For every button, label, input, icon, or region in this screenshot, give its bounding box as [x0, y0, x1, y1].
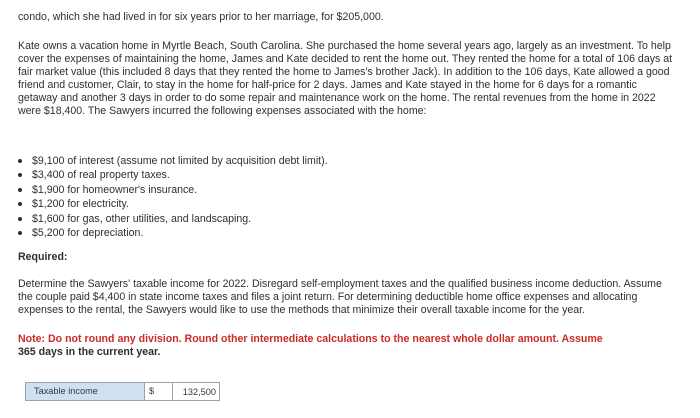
- expense-text: $3,400 of real property taxes.: [32, 169, 170, 182]
- expense-text: $1,900 for homeowner's insurance.: [32, 183, 198, 196]
- required-heading: Required:: [18, 251, 68, 263]
- bullet-icon: [18, 188, 22, 192]
- bullet-icon: [18, 173, 22, 177]
- intro-tail-text: condo, which she had lived in for six years prior to her marriage, for $205,000.: [18, 11, 384, 23]
- divider: [144, 383, 145, 400]
- vacation-home-paragraph: Kate owns a vacation home in Myrtle Beach, South Carolina. She purchased the home several years ago, largely as an investment. To help cover the expenses of maintaining the home, James and Kate decided to rent the home out. They rented the home for a total of 106 days at fair market value (this included 8 days that they rented the home to James's brother Jack). In addition to the 106 days, Kate allowed a good friend and customer, Clair, to stay in the home for half-price for 2 days. James and Kate stayed in the home for 6 days for a romantic getaway and another 3 days in order to do some repair and maintenance work on the home. The rental revenues from the home in 2022 were $18,400. The Sawyers incurred the following expenses associated with the home:: [18, 40, 673, 117]
- bullet-icon: [18, 202, 22, 206]
- expense-text: $9,100 of interest (assume not limited by acquisition debt limit).: [32, 155, 328, 167]
- bullet-icon: [18, 159, 22, 163]
- list-item: [18, 168, 328, 182]
- list-item: [18, 183, 328, 197]
- currency-symbol: $: [149, 386, 155, 396]
- bullet-icon: [18, 217, 22, 221]
- answer-row: [25, 382, 220, 401]
- expense-text: $5,200 for depreciation.: [32, 227, 144, 240]
- list-item: [18, 212, 328, 226]
- expense-list: [18, 154, 328, 240]
- list-item: [18, 154, 328, 168]
- taxable-income-input[interactable]: [172, 383, 219, 400]
- rounding-note: [18, 333, 674, 359]
- note-red-text: Note: Do not round any division. Round other intermediate calculations to the nearest whole dollar amount. Assume: [18, 333, 603, 345]
- instructions-paragraph: Determine the Sawyers' taxable income for 2022. Disregard self-employment taxes and the qualified business income deduction. Assume the couple paid $4,400 in state income taxes and files a joint return. For determining deductible home office expenses and allocating expenses to the rental, the Sawyers would like to use the methods that minimize their overall taxable income for the year.: [18, 278, 662, 316]
- expense-text: $1,600 for gas, other utilities, and landscaping.: [32, 212, 252, 225]
- taxable-income-label: Taxable income: [26, 383, 144, 400]
- bullet-icon: [18, 231, 22, 235]
- expense-text: $1,200 for electricity.: [32, 198, 129, 211]
- note-black-text: 365 days in the current year.: [18, 345, 161, 358]
- list-item: [18, 197, 328, 211]
- list-item: [18, 226, 328, 240]
